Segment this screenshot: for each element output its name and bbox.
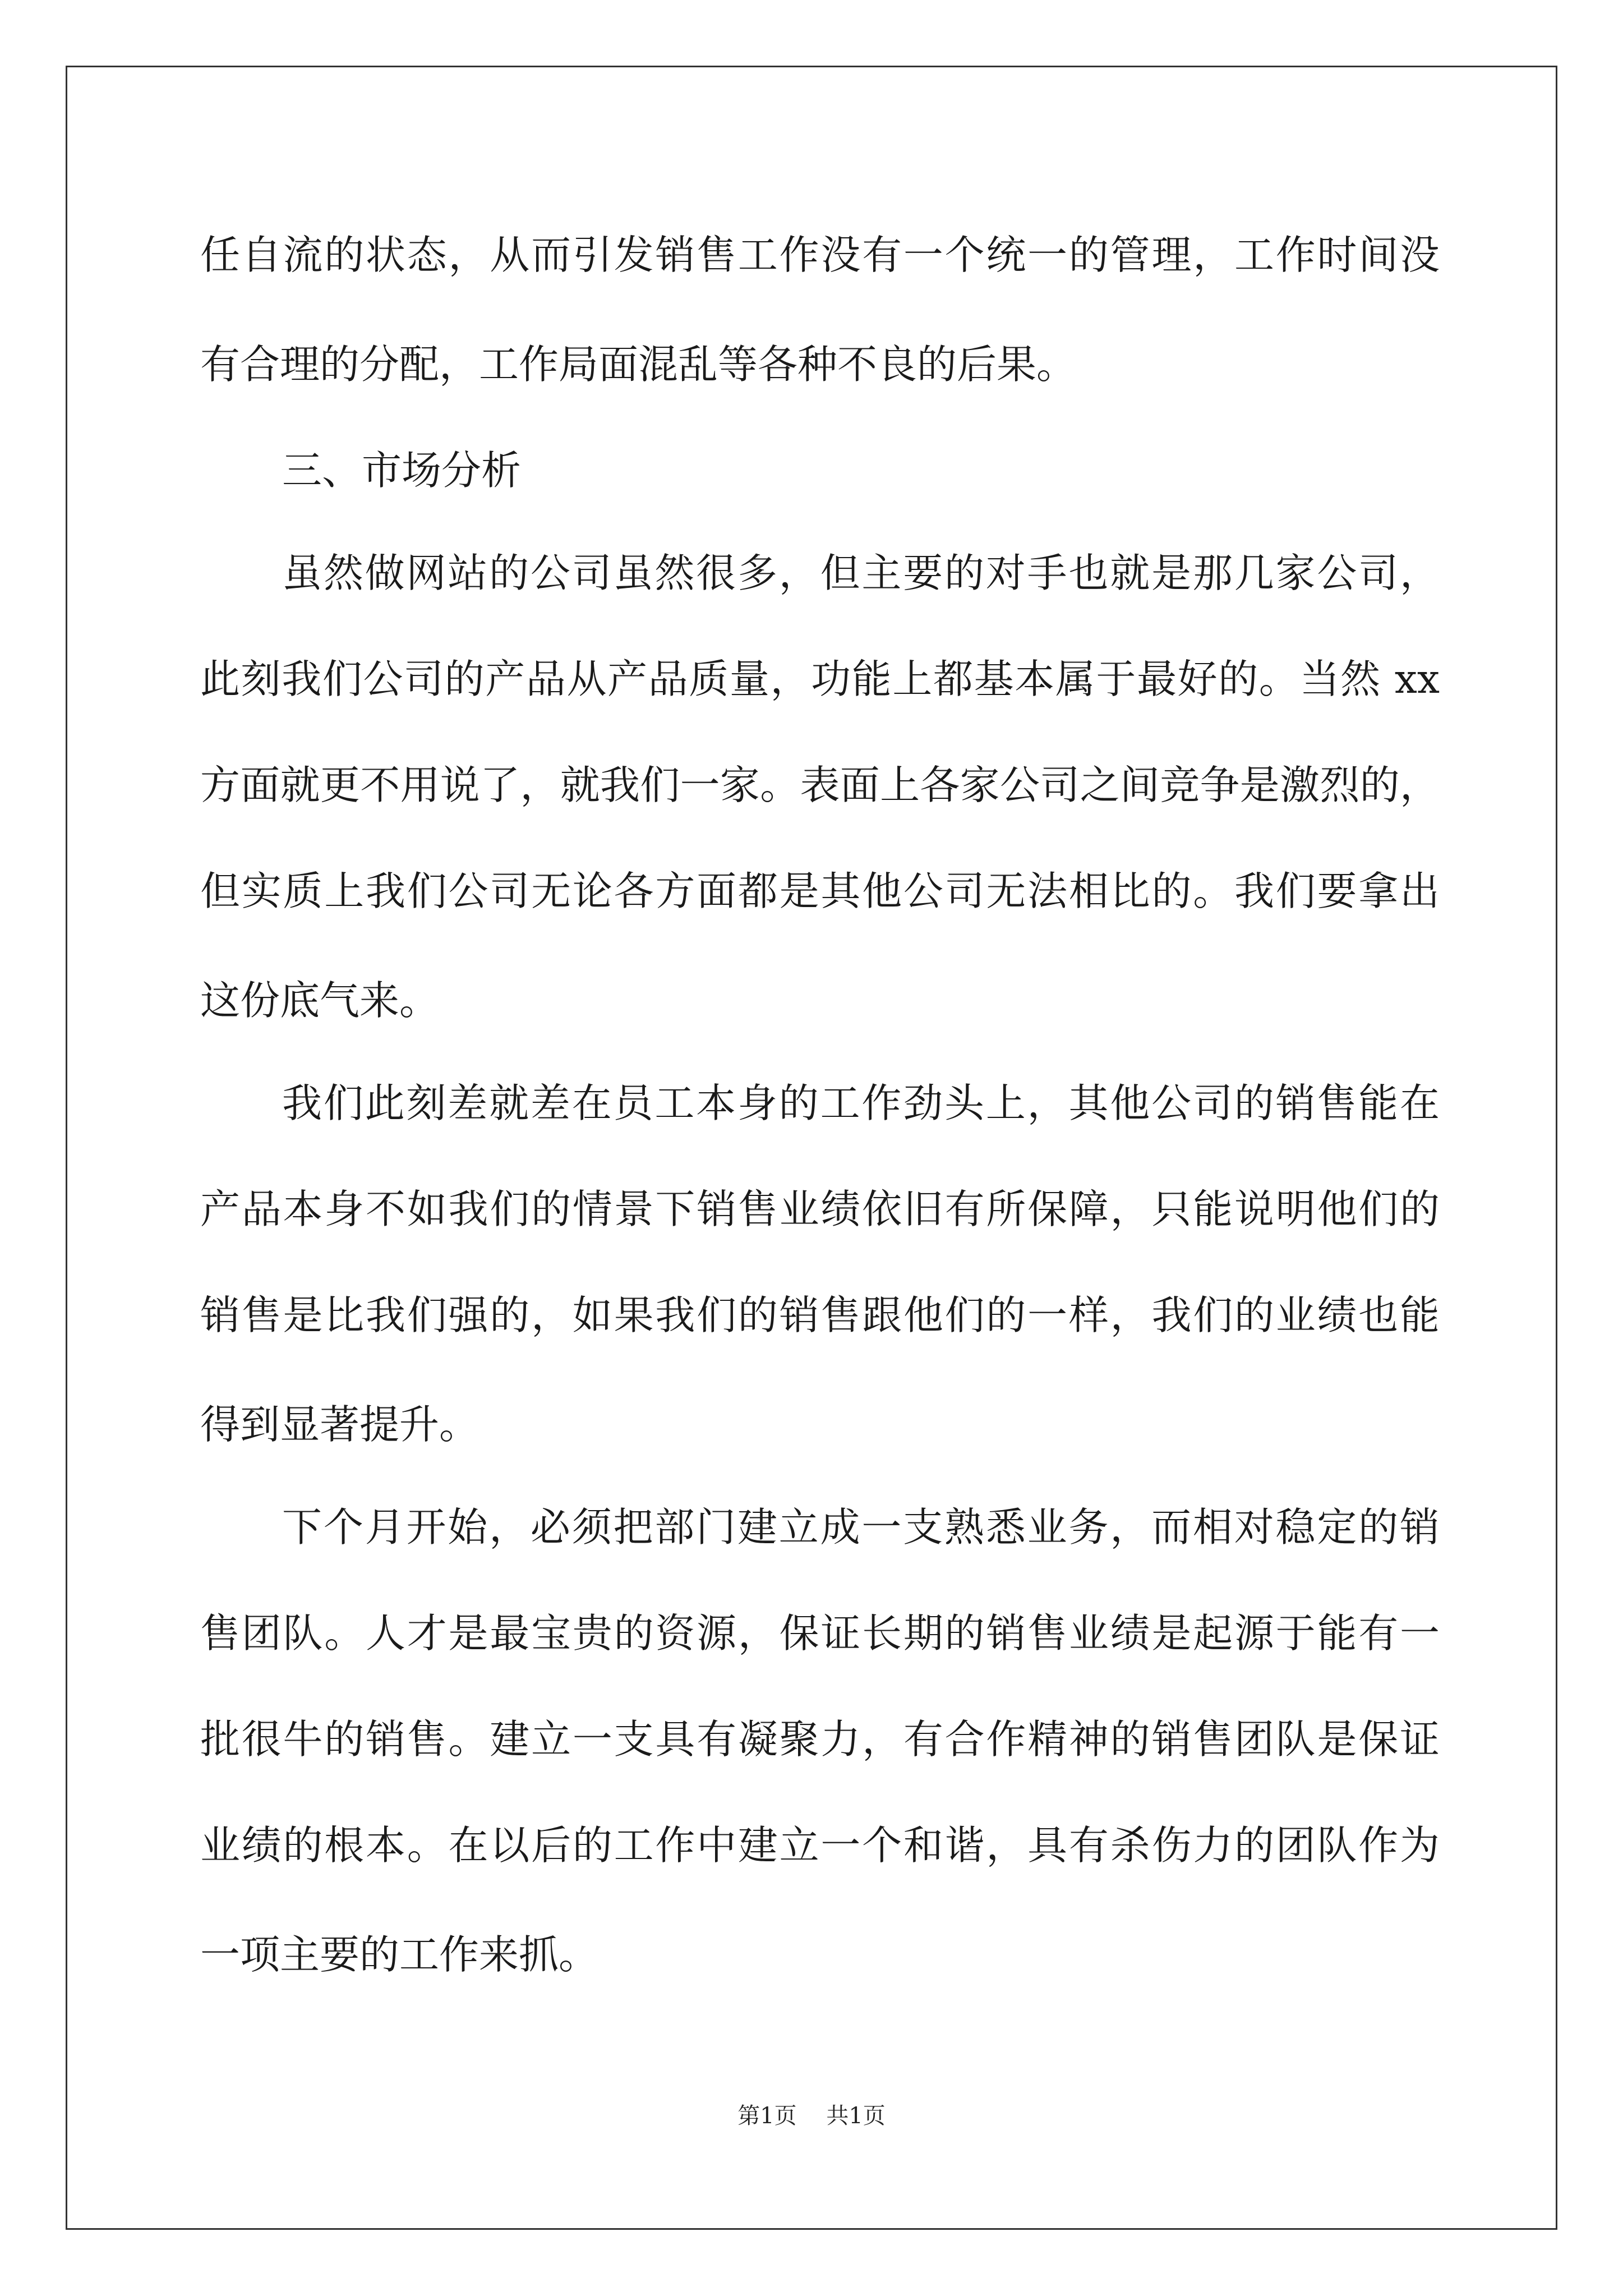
- paragraph-line: 下个月开始，必须把部门建立成一支熟悉业务，而相对稳定的销: [282, 1504, 1440, 1550]
- paragraph-line: 我们此刻差就差在员工本身的工作劲头上，其他公司的销售能在: [282, 1080, 1440, 1126]
- paragraph-line: 任自流的状态，从而引发销售工作没有一个统一的管理，工作时间没: [200, 232, 1440, 278]
- page-number: 第1页: [737, 2103, 797, 2129]
- paragraph-line: 但实质上我们公司无论各方面都是其他公司无法相比的。我们要拿出: [200, 868, 1440, 914]
- paragraph-line: 产品本身不如我们的情景下销售业绩依旧有所保障，只能说明他们的: [200, 1186, 1440, 1232]
- paragraph-line: 得到显著提升。: [200, 1401, 479, 1448]
- section-heading: 三、市场分析: [282, 447, 522, 494]
- paragraph-line: 销售是比我们强的，如果我们的销售跟他们的一样，我们的业绩也能: [200, 1292, 1440, 1338]
- paragraph-line: 有合理的分配，工作局面混乱等各种不良的后果。: [200, 341, 1077, 388]
- paragraph-line: 一项主要的工作来抓。: [200, 1931, 599, 1978]
- page-total: 共1页: [826, 2103, 886, 2129]
- paragraph-line: 批很牛的销售。建立一支具有凝聚力，有合作精神的销售团队是保证: [200, 1716, 1440, 1763]
- paragraph-line: 业绩的根本。在以后的工作中建立一个和谐，具有杀伤力的团队作为: [200, 1822, 1440, 1869]
- page-footer: [0, 2098, 1623, 2130]
- paragraph-line: 虽然做网站的公司虽然很多，但主要的对手也就是那几家公司，: [282, 550, 1440, 596]
- document-body: [200, 202, 1440, 2004]
- paragraph-line: 这份底气来。: [200, 977, 440, 1024]
- paragraph-line: 方面就更不用说了，就我们一家。表面上各家公司之间竞争是激烈的，: [200, 762, 1440, 808]
- paragraph-line: 此刻我们公司的产品从产品质量，功能上都基本属于最好的。当然 xx: [200, 656, 1440, 702]
- paragraph-line: 售团队。人才是最宝贵的资源，保证长期的销售业绩是起源于能有一: [200, 1610, 1440, 1657]
